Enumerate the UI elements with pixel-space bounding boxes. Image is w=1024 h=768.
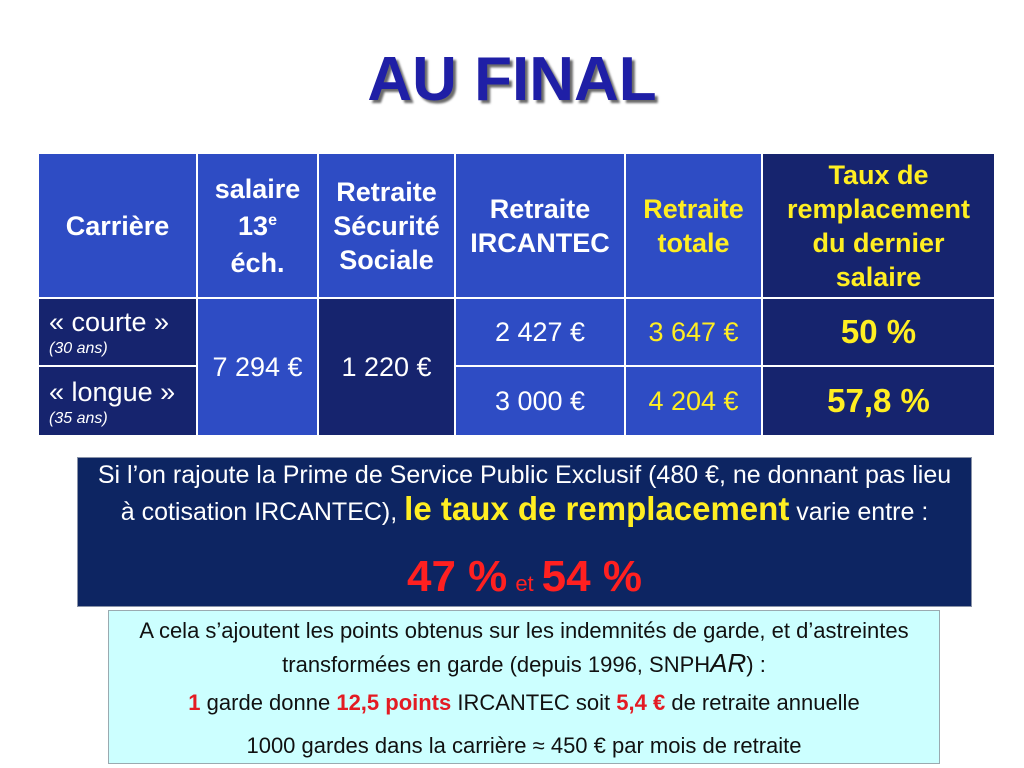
- note-line-3: [109, 688, 939, 718]
- header-replacement-rate: [762, 153, 995, 298]
- note-line-2-italic: AR: [710, 648, 747, 678]
- ircantec-value: 3 000 €: [494, 386, 586, 416]
- table-row-short-career: [38, 298, 197, 366]
- note-line-2-start: transformées en garde (depuis 1996, SNPH: [282, 652, 711, 677]
- info-box: [77, 457, 972, 607]
- header-rate-line: remplacement: [786, 193, 971, 224]
- shared-social-security-cell: [318, 298, 455, 436]
- header-ss-line: Sécurité: [333, 210, 440, 241]
- career-name: « longue »: [49, 377, 176, 407]
- note-line-1: A cela s’ajoutent les points obtenus sur les indemnités de garde, et d’astreintes: [139, 618, 909, 643]
- table-row-long-career: [38, 366, 197, 436]
- social-security-value: 1 220 €: [341, 352, 432, 382]
- total-value: 4 204 €: [648, 386, 739, 416]
- guard-amount: 5,4 €: [616, 690, 666, 715]
- range-high: 54 %: [541, 552, 642, 601]
- shared-salary-cell: [197, 298, 318, 436]
- header-total-line: totale: [657, 227, 730, 258]
- info-range: [78, 549, 971, 605]
- info-line-2-start: à cotisation IRCANTEC),: [120, 498, 405, 526]
- replacement-rate-cell: [762, 366, 995, 436]
- note-text: de retraite annuelle: [665, 690, 860, 715]
- total-value: 3 647 €: [648, 317, 739, 347]
- slide-title: AU FINAL: [367, 45, 657, 114]
- guard-points: 12,5 points: [336, 690, 452, 715]
- header-ss-line: Sociale: [339, 244, 434, 275]
- header-ircantec-line: Retraite: [489, 193, 591, 224]
- replacement-rate-cell: [762, 298, 995, 366]
- note-line-2-end: ) :: [746, 652, 766, 677]
- header-salary: [197, 153, 318, 298]
- range-connector: et: [515, 571, 534, 596]
- ircantec-cell: [455, 366, 625, 436]
- total-cell: [625, 366, 762, 436]
- header-ircantec: [455, 153, 625, 298]
- header-total: [625, 153, 762, 298]
- info-line-2-end: varie entre :: [789, 498, 929, 526]
- header-salary-line3: éch.: [230, 247, 285, 278]
- guard-count: 1: [188, 690, 201, 715]
- header-salary-superscript: e: [268, 211, 277, 229]
- header-salary-line1: salaire: [214, 173, 301, 204]
- header-rate-line: salaire: [835, 261, 922, 292]
- header-total-line: Retraite: [643, 193, 744, 224]
- range-low: 47 %: [407, 552, 508, 601]
- ircantec-cell: [455, 298, 625, 366]
- info-line-2: [78, 490, 971, 528]
- replacement-rate-value: 50 %: [840, 313, 917, 350]
- header-rate-line: du dernier: [812, 227, 945, 258]
- note-line-4: 1000 gardes dans la carrière ≈ 450 € par mois de retraite: [246, 733, 802, 758]
- header-career: [38, 153, 197, 298]
- info-line-1: Si l’on rajoute la Prime de Service Public Exclusif (480 €, ne donnant pas lieu: [97, 461, 952, 489]
- header-career-label: Carrière: [65, 210, 170, 241]
- header-salary-number: 13: [238, 210, 269, 241]
- header-ircantec-line: IRCANTEC: [470, 227, 610, 258]
- header-ss-line: Retraite: [336, 176, 437, 207]
- replacement-rate-value: 57,8 %: [827, 382, 930, 419]
- header-social-security: [318, 153, 455, 298]
- header-rate-line: Taux de: [828, 159, 929, 190]
- career-duration: (35 ans): [49, 410, 108, 427]
- info-line-2-emphasis: le taux de remplacement: [404, 490, 790, 527]
- header-salary-step: [238, 206, 277, 246]
- note-box: [108, 610, 940, 764]
- salary-value: 7 294 €: [212, 352, 303, 382]
- ircantec-value: 2 427 €: [494, 317, 586, 347]
- career-name: « courte »: [49, 307, 170, 337]
- note-line-2: [109, 648, 939, 678]
- note-text: garde donne: [200, 690, 337, 715]
- note-text: IRCANTEC soit: [451, 690, 617, 715]
- total-cell: [625, 298, 762, 366]
- career-duration: (30 ans): [49, 340, 108, 357]
